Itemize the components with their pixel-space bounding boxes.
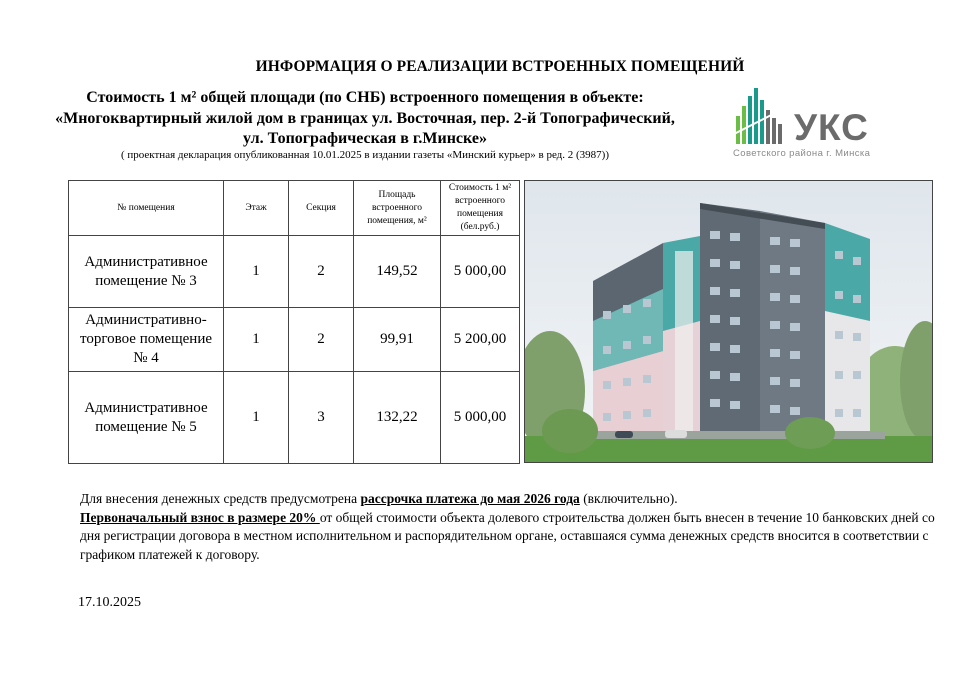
table-header-row [69, 181, 520, 236]
cell-floor: 1 [224, 372, 289, 464]
uks-logo [733, 88, 893, 168]
cell-floor: 1 [224, 236, 289, 308]
premises-table [68, 180, 520, 464]
building-render-image [524, 180, 933, 463]
cell-area: 149,52 [354, 236, 441, 308]
logo-wordmark: УКС [794, 107, 869, 148]
installment-highlight: рассрочка платежа до мая 2026 года [360, 491, 580, 506]
table-row [69, 236, 520, 308]
installment-suffix: (включительно). [579, 491, 678, 506]
table-row [69, 308, 520, 372]
price-heading: Стоимость 1 м² общей площади (по СНБ) встроенного помещения в объекте: [86, 89, 644, 106]
cell-name: Административное помещение № 5 [69, 372, 224, 464]
cell-price: 5 000,00 [441, 236, 520, 308]
building-bars-icon [733, 88, 791, 144]
object-name-line2: ул. Топографическая в г.Минске» [243, 130, 487, 147]
logo-subtitle: Советского района г. Минска [733, 148, 871, 159]
payment-terms [80, 490, 940, 564]
cell-area: 99,91 [354, 308, 441, 372]
table-row [69, 372, 520, 464]
cell-area: 132,22 [354, 372, 441, 464]
cell-section: 3 [289, 372, 354, 464]
object-name-line1: «Многоквартирный жилой дом в границах ул. Восточная, пер. 2-й Топографический, [55, 110, 675, 127]
document-date: 17.10.2025 [78, 595, 141, 610]
cell-price: 5 000,00 [441, 372, 520, 464]
cell-floor: 1 [224, 308, 289, 372]
installment-text: Для внесения денежных средств предусмотрена [80, 491, 361, 506]
declaration-note: ( проектная декларация опубликованная 10.01.2025 в издании газеты «Минский курьер» в ред. 2 (3987)) [120, 149, 610, 161]
col-header-number: № помещения [69, 181, 224, 236]
col-header-section: Секция [289, 181, 354, 236]
cell-name: Административное помещение № 3 [69, 236, 224, 308]
col-header-floor: Этаж [224, 181, 289, 236]
page-title: ИНФОРМАЦИЯ О РЕАЛИЗАЦИИ ВСТРОЕННЫХ ПОМЕЩЕНИЙ [255, 58, 745, 75]
down-payment-highlight: Первоначальный взнос в размере 20% [80, 509, 320, 525]
col-header-price: Стоимость 1 м² встроенного помещения (бел.руб.) [441, 181, 520, 236]
cell-price: 5 200,00 [441, 308, 520, 372]
down-payment-text: от общей стоимости объекта долевого строительства должен быть внесен в течение 10 банковских дней со дня регистрации договора в местном исполнительном и распорядительном органе, оставшаяся сумма денежных средств вносится в соответствии с графиком платежей к договору. [80, 509, 935, 562]
cell-name: Административно-торговое помещение № 4 [69, 308, 224, 372]
cell-section: 2 [289, 308, 354, 372]
cell-section: 2 [289, 236, 354, 308]
col-header-area: Площадь встроенного помещения, м² [354, 181, 441, 236]
